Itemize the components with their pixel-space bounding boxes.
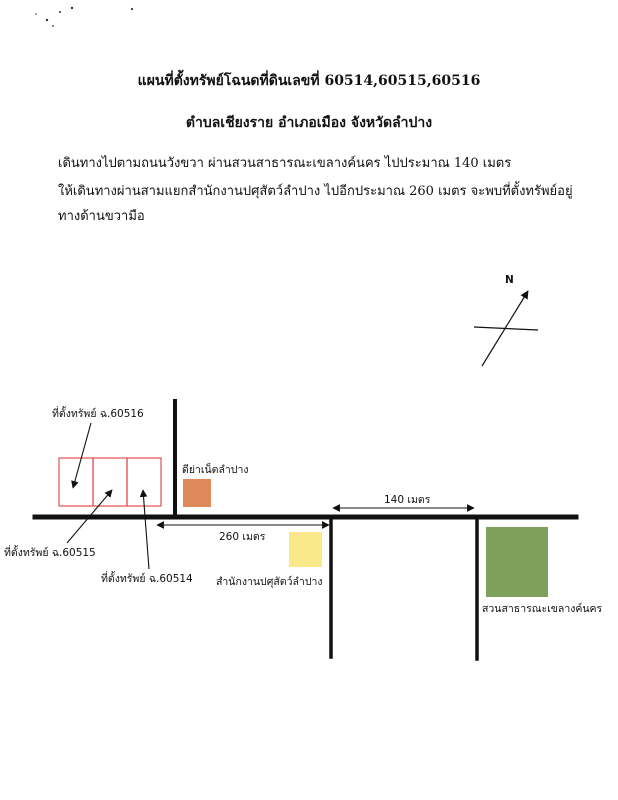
livestock-office-label: สำนักงานปศุสัตว์ลำปาง: [216, 576, 323, 588]
pointer-60516: [73, 423, 91, 488]
parcel-60515-label: ที่ตั้งทรัพย์ ฉ.60515: [4, 547, 96, 559]
scan-specks: [35, 7, 133, 27]
parcel-60514-label: ที่ตั้งทรัพย์ ฉ.60514: [101, 573, 193, 585]
pointer-60514: [143, 490, 149, 569]
park-label: สวนสาธารณะเขลางค์นคร: [482, 603, 603, 615]
parcel-60516: [59, 458, 93, 506]
directions-line-2: ให้เดินทางผ่านสามแยกสำนักงานปศุสัตว์ลำปาง ไปอีกประมาณ 260 เมตร จะพบที่ตั้งทรัพย์อยู่: [58, 184, 573, 199]
distance-260-label: 260 เมตร: [219, 531, 266, 543]
page-title: แผนที่ตั้งทรัพย์โฉนดที่ดินเลขที่ 60514,60515,60516: [137, 73, 481, 89]
distance-140-label: 140 เมตร: [384, 494, 431, 506]
page-subtitle: ตำบลเชียงราย อำเภอเมือง จังหวัดลำปาง: [185, 115, 433, 131]
parcel-60515: [93, 458, 127, 506]
livestock-office-marker: [289, 532, 322, 567]
tyre-shop-marker: [183, 479, 211, 507]
parcel-60516-label: ที่ตั้งทรัพย์ ฉ.60516: [52, 408, 144, 420]
north-arrow-icon: [474, 291, 538, 366]
tyre-shop-label: ดีย่าเน็ตลำปาง: [182, 464, 249, 476]
directions-line-1: เดินทางไปตามถนนวังขวา ผ่านสวนสาธารณะเขลางค์นคร ไปประมาณ 140 เมตร: [58, 156, 512, 171]
north-label: N: [505, 274, 514, 286]
park-marker: [486, 527, 548, 597]
directions-line-3: ทางด้านขวามือ: [58, 209, 145, 224]
